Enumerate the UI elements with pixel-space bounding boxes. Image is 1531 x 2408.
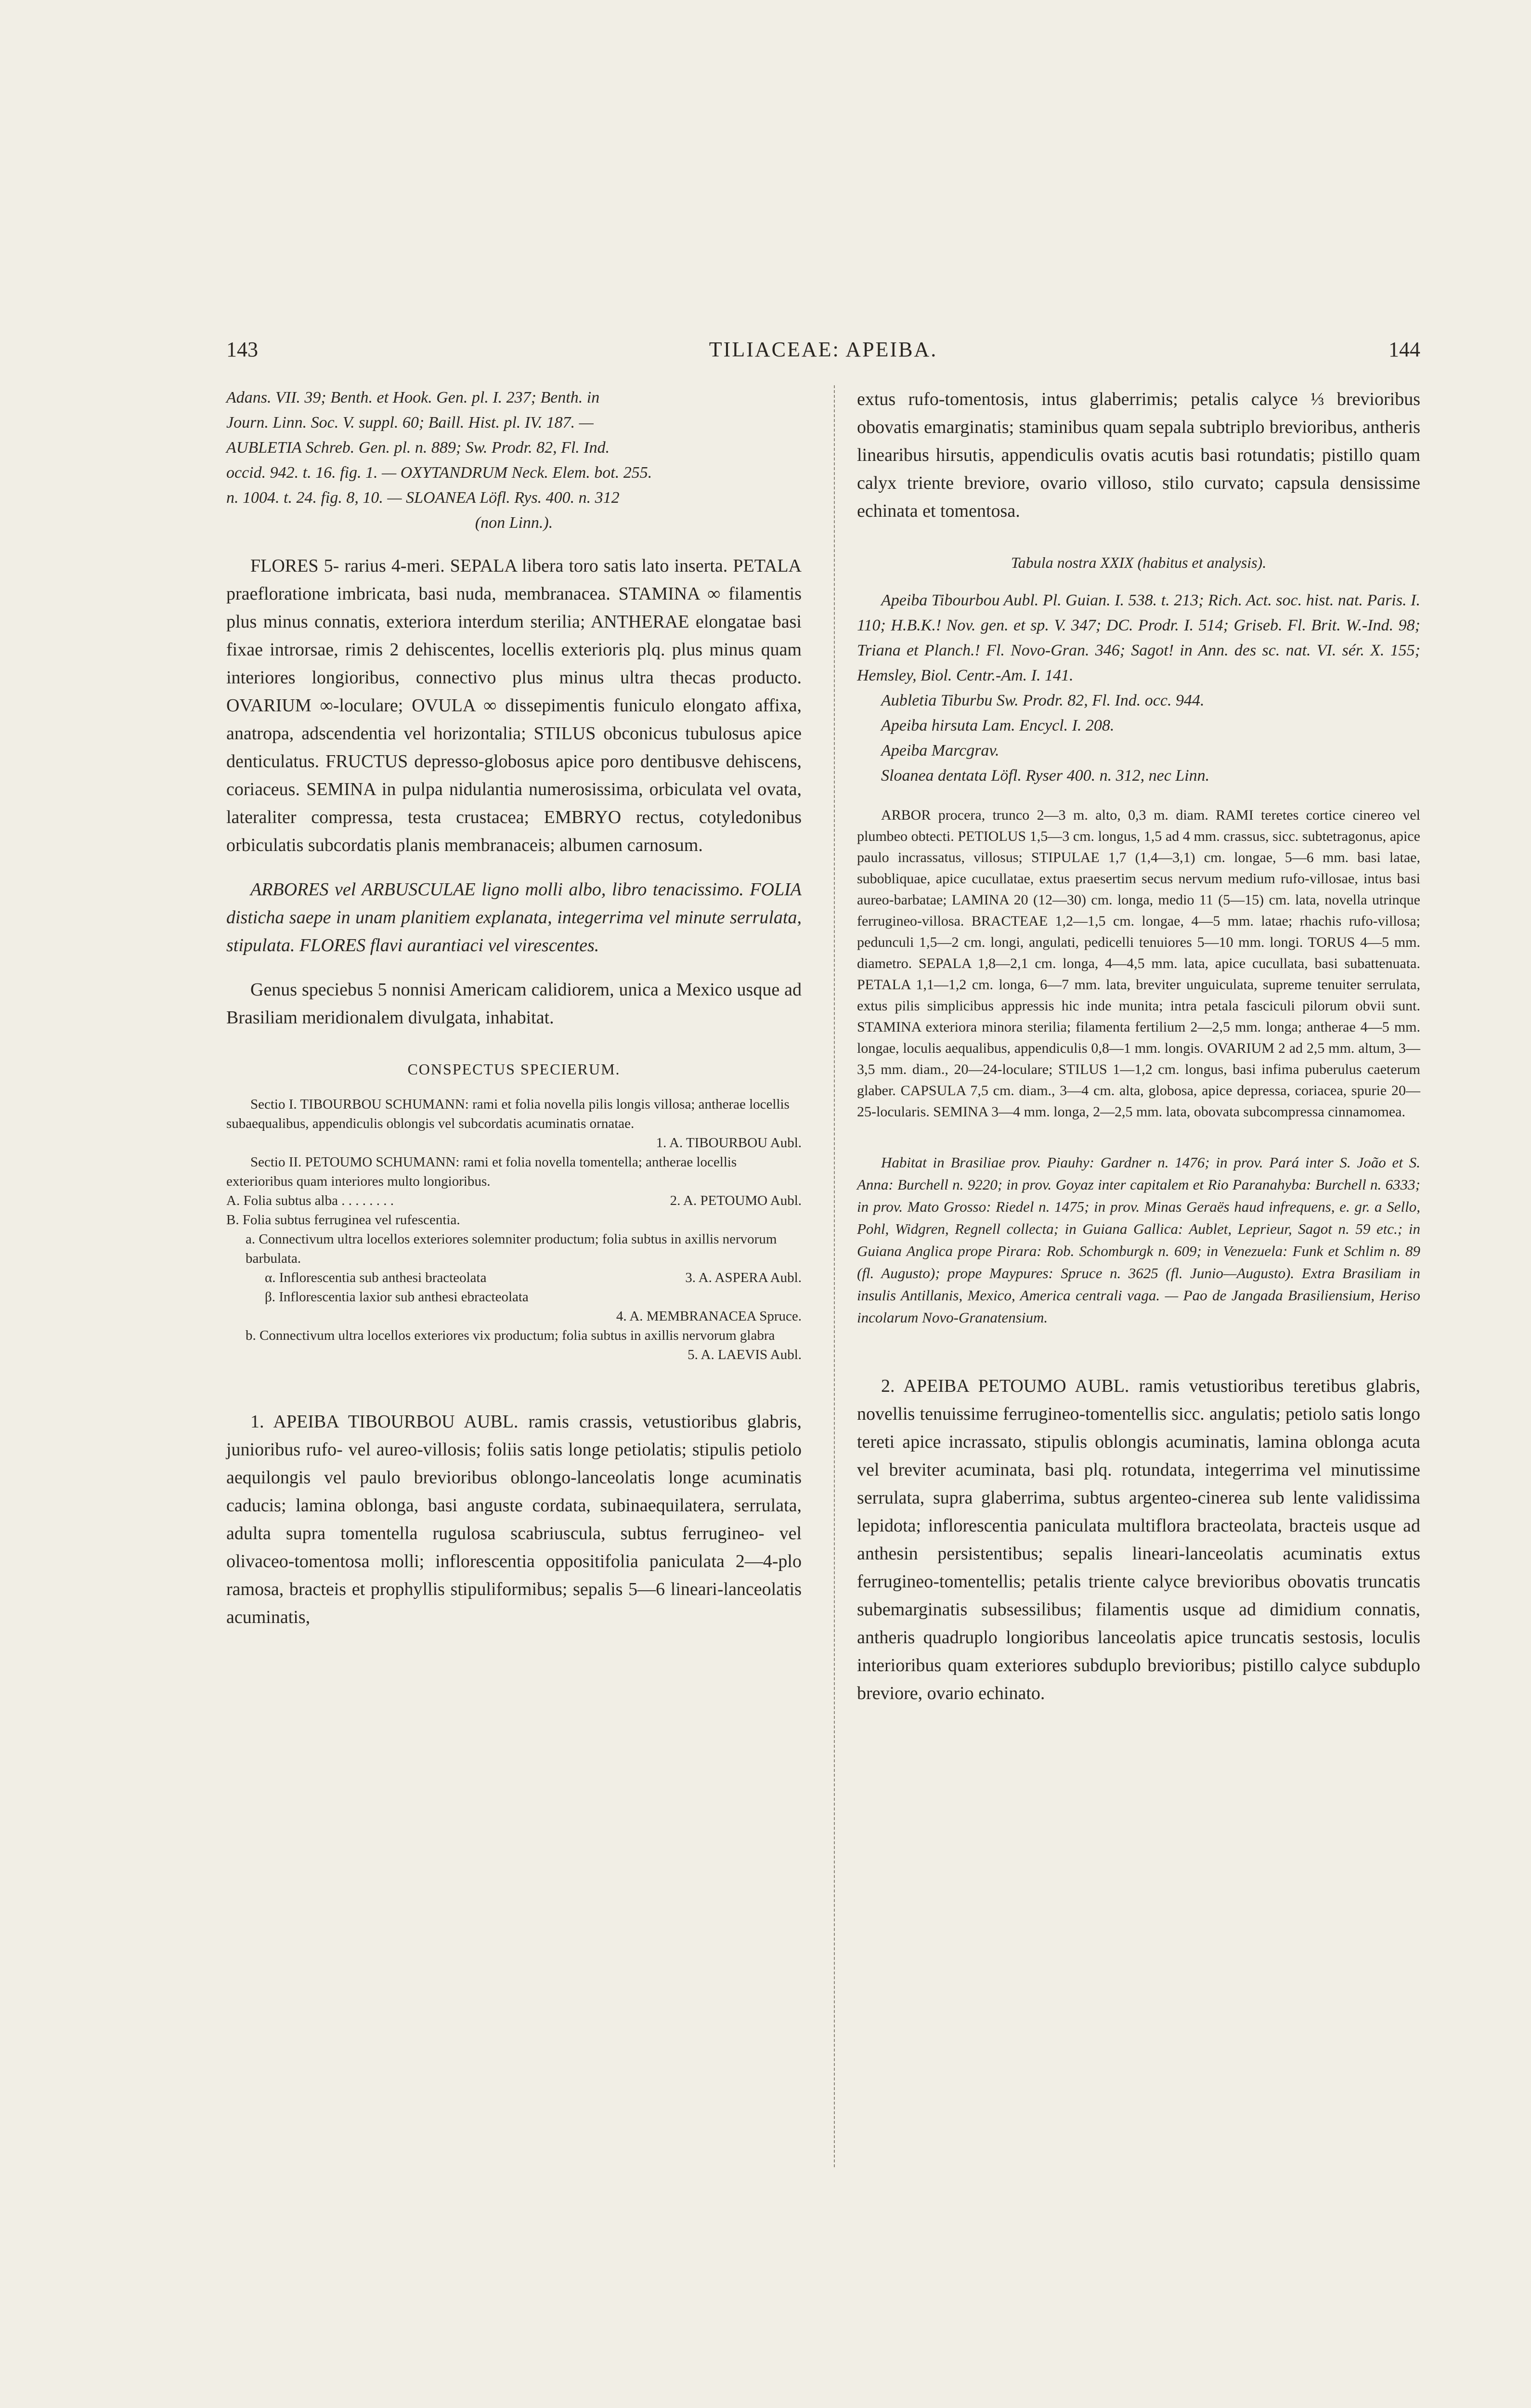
genus-synonymy — [226, 385, 802, 536]
key-lead-ba: a. Connectivum ultra locellos exteriores solemniter productum; folia subtus in axillis nervorum barbulata. — [246, 1231, 777, 1266]
genus-habit: ARBORES vel ARBUSCULAE ligno molli albo, libro tenacissimo. FOLIA disticha saepe in unam planitiem explanata, integerrima vel minute serrulata, stipulata. FLORES flavi aurantiaci vel virescentes. — [226, 879, 802, 955]
species-2-entry — [857, 1372, 1420, 1707]
key-lead-text: A. Folia subtus alba . . . . . . . . — [226, 1193, 394, 1208]
key-section-1: Sectio I. TIBOURBOU SCHUMANN: rami et folia novella pilis longis villosa; antherae locellis subaequalibus, appendiculis oblongis vel subcordatis acuminatis ornatae. — [226, 1097, 790, 1131]
key-species-1: 1. A. TIBOURBOU Aubl. — [656, 1135, 802, 1151]
species-1-text: ramis crassis, vetustioribus glabris, junioribus rufo- vel aureo-villosis; foliis satis longe petiolatis; stipulis petiolo aequilongis vel paulo brevioribus oblongo-lanceolatis longe acuminatis caducis; lamina oblonga, basi anguste cordata, subinaequilatera, serrulata, adulta supra tomentella rugulosa scabriuscula, subtus ferrugineo- vel olivaceo-tomentosa molli; inflorescentia oppositifolia paniculata 2—4-plo ramosa, bracteis et prophyllis stipuliformibus; sepalis 5—6 lineari-lanceolatis acuminatis, — [226, 1412, 802, 1627]
left-column — [226, 385, 802, 1631]
synonymy-line: n. 1004. t. 24. fig. 8, 10. — SLOANEA Löfl. Rys. 400. n. 312 — [226, 489, 620, 507]
page-number-left: 143 — [226, 338, 258, 361]
key-section-2: Sectio II. PETOUMO SCHUMANN: rami et folia novella tomentella; antherae locellis exterioribus quam interiores multo longioribus. — [226, 1154, 737, 1189]
running-title: TILIACEAE: APEIBA. — [709, 338, 938, 361]
synonym-entry: Aubletia Tiburbu Sw. Prodr. 82, Fl. Ind. occ. 944. — [881, 692, 1205, 709]
key-lead-beta: β. Inflorescentia laxior sub anthesi ebracteolata — [265, 1289, 529, 1305]
species-2-text: ramis vetustioribus teretibus glabris, novellis tenuissime ferrugineo-tomentellis sicc. angulatis; petiolo satis longo tereti apice incrassato, stipulis oblongis acuminatis, lamina oblonga acuta vel breviter acuminata, basi plq. rotundata, integerrima vel minutissime serrulata, supra glaberrima, subtus argenteo-cinerea sub lente validissima lepidota; inflorescentia paniculata multiflora bracteolata, bracteis usque ad anthesin persistentibus; sepalis lineari-lanceolatis acuminatis extus ferrugineo-tomentellis; petalis triente calyce brevioribus obovatis truncatis subemarginatis subsessilibus; filamentis usque ad dimidium connatis, antheris quadruplo longioribus lanceolatis apice truncatis sestosis, loculis interioribus quam exteriores subduplo brevioribus; pistillo calyce subduplo breviore, ovario echinato. — [857, 1376, 1421, 1703]
species-1-synonymy — [857, 588, 1420, 788]
key-lead-ref: 5. A. LAEVIS Aubl. — [688, 1347, 802, 1362]
synonym-entry: Sloanea dentata Löfl. Ryser 400. n. 312, nec Linn. — [881, 767, 1210, 785]
key-lead-a — [226, 1191, 802, 1210]
species-1-habitat: Habitat in Brasiliae prov. Piauhy: Gardner n. 1476; in prov. Pará inter S. João et S. Anna: Burchell n. 9220; in prov. Goyaz inter capitalem et Rio Paranahyba: Burchell n. 6333; in prov. Mato Grosso: Riedel n. 1475; in prov. Minas Geraës haud infrequens, e. gr. a Sello, Pohl, Widgren, Regnell collecta; in Guiana Gallica: Aublet, Leprieur, Sagot n. 59 etc.; in Guiana Anglica prope Pirara: Rob. Schomburgk n. 609; in Venezuela: Funk et Schlim n. 89 (fl. Augusto); prope Maypures: Spruce n. 3625 (fl. Junio—Augusto). Extra Brasiliam in insulis Antillanis, Mexico, America centrali vaga. — Pao de Jangada Brasiliensium, Heriso incolarum Novo-Granatensium. — [857, 1154, 1420, 1326]
plate-reference: Tabula nostra XXIX (habitus et analysis). — [1011, 554, 1267, 571]
key-lead-ref: 2. A. PETOUMO Aubl. — [670, 1193, 802, 1208]
key-lead-bb: b. Connectivum ultra locellos exteriores vix productum; folia subtus in axillis nervorum glabra — [246, 1328, 775, 1343]
key-lead-ref: 3. A. ASPERA Aubl. — [685, 1270, 802, 1285]
synonym-entry: Apeiba Tibourbou Aubl. Pl. Guian. I. 538. t. 213; Rich. Act. soc. hist. nat. Paris. I. 110; H.B.K.! Nov. gen. et sp. V. 347; DC. Prodr. I. 514; Griseb. Fl. Brit. W.-Ind. 98; Triana et Planch.! Fl. Novo-Gran. 346; Sagot! in Ann. des sc. nat. VI. sér. X. 155; Hemsley, Biol. Centr.-Am. I. 141. — [857, 591, 1420, 684]
species-1-continuation: extus rufo-tomentosis, intus glaberrimis; petalis calyce ⅓ brevioribus obovatis emarginatis; staminibus quam sepala subtriplo brevioribus, antheris linearibus hirsutis, appendiculis ovatis acutis basi rotundatis; pistillo quam calyx triente breviore, ovario villoso, stilo curvato; capsula densissime echinata et tomentosa. — [857, 389, 1420, 521]
right-column — [857, 385, 1420, 1707]
genus-distribution: Genus speciebus 5 nonnisi Americam calidiorem, unica a Mexico usque ad Brasiliam meridionalem divulgata, inhabitat. — [226, 980, 802, 1028]
page-header — [226, 337, 1420, 371]
page-number-right: 144 — [1388, 338, 1420, 361]
key-lead-alpha — [226, 1268, 802, 1287]
species-1-entry — [226, 1408, 802, 1631]
column-divider — [834, 385, 835, 2167]
synonymy-line: Journ. Linn. Soc. V. suppl. 60; Baill. Hist. pl. IV. 187. — — [226, 414, 594, 432]
key-lead-text: α. Inflorescentia sub anthesi bracteolata — [265, 1270, 487, 1285]
synonymy-line: Adans. VII. 39; Benth. et Hook. Gen. pl. I. 237; Benth. in — [226, 389, 600, 406]
synonymy-line: (non Linn.). — [475, 514, 553, 532]
species-2-heading: 2. APEIBA PETOUMO AUBL. — [881, 1376, 1129, 1396]
species-1-heading: 1. APEIBA TIBOURBOU AUBL. — [250, 1412, 519, 1432]
species-key — [226, 1095, 802, 1364]
synonymy-line: occid. 942. t. 16. fig. 1. — OXYTANDRUM Neck. Elem. bot. 255. — [226, 464, 652, 482]
synonymy-line: AUBLETIA Schreb. Gen. pl. n. 889; Sw. Prodr. 82, Fl. Ind. — [226, 439, 610, 457]
genus-description: FLORES 5- rarius 4-meri. SEPALA libera toro satis lato inserta. PETALA praefloratione imbricata, basi nuda, membranacea. STAMINA ∞ filamentis plus minus connatis, exteriora interdum sterilia; ANTHERAE elongatae basi fixae introrsae, rimis 2 dehiscentes, locellis exterioris plq. plus minus quam interiores longioribus, connectivo plus minus ultra thecas producto. OVARIUM ∞-loculare; OVULA ∞ dissepimentis funiculo elongato affixa, anatropa, adscendentia vel horizontalia; STILUS obconicus tubulosus apice denticulatus. FRUCTUS depresso-globosus apice poro dentibusve dehiscens, coriaceus. SEMINA in pulpa nidulantia numerosissima, orbiculata vel ovata, lateraliter compressa, testa crustacea; EMBRYO rectus, cotyledonibus orbiculatis subcordatis planis membranaceis; albumen carnosum. — [226, 556, 802, 855]
key-lead-b: B. Folia subtus ferruginea vel rufescentia. — [226, 1212, 460, 1228]
synonym-entry: Apeiba hirsuta Lam. Encycl. I. 208. — [881, 717, 1115, 734]
species-1-description: ARBOR procera, trunco 2—3 m. alto, 0,3 m. diam. RAMI teretes cortice cinereo vel plumbeo obtecti. PETIOLUS 1,5—3 cm. longus, 1,5 ad 4 mm. crassus, sicc. subtetragonus, apice paulo incrassatus, villosus; STIPULAE 1,7 (1,4—3,1) cm. longae, 5—6 mm. basi latae, subobliquae, apice cucullatae, extus praesertim secus nervum medium rufo-villosae, intus basi aureo-barbatae; LAMINA 20 (12—30) cm. longa, medio 11 (5—15) cm. lata, novella utrinque ferrugineo-villosa. BRACTEAE 1,2—1,5 cm. longae, 4—5 mm. latae; rhachis rufo-villosa; pedunculi 1,5—2 cm. longi, angulati, pedicelli tenuiores 5—10 mm. longi. TORUS 4—5 mm. diametro. SEPALA 1,8—2,1 cm. longa, 4—4,5 mm. lata, apice cucullata, basi subattenuata. PETALA 1,1—1,2 cm. longa, 6—7 mm. lata, breviter unguiculata, supreme tenuiter serrulata, extus pilis simplicibus appressis hic inde munita; intra petala fasciculi pilorum obvii sunt. STAMINA exteriora minora sterilia; filamenta fertilium 2—2,5 mm. longa; antherae 4—5 mm. longae, loculis aequalibus, appendiculis 0,8—1 mm. longis. OVARIUM 2 ad 2,5 mm. altum, 3—3,5 mm. diam., 20—24-loculare; STILUS 1—1,2 cm. longus, basi infima puberulus caeterum glaber. CAPSULA 7,5 cm. diam., 3—4 cm. alta, globosa, apice depressa, coriacea, spurie 20—25-locularis. SEMINA 3—4 mm. longa, 2—2,5 mm. lata, obovata subcompressa cinnamomea. — [857, 807, 1420, 1120]
conspectus-title: CONSPECTUS SPECIERUM. — [407, 1060, 621, 1078]
synonym-entry: Apeiba Marcgrav. — [881, 742, 999, 759]
key-lead-ref: 4. A. MEMBRANACEA Spruce. — [616, 1309, 802, 1324]
